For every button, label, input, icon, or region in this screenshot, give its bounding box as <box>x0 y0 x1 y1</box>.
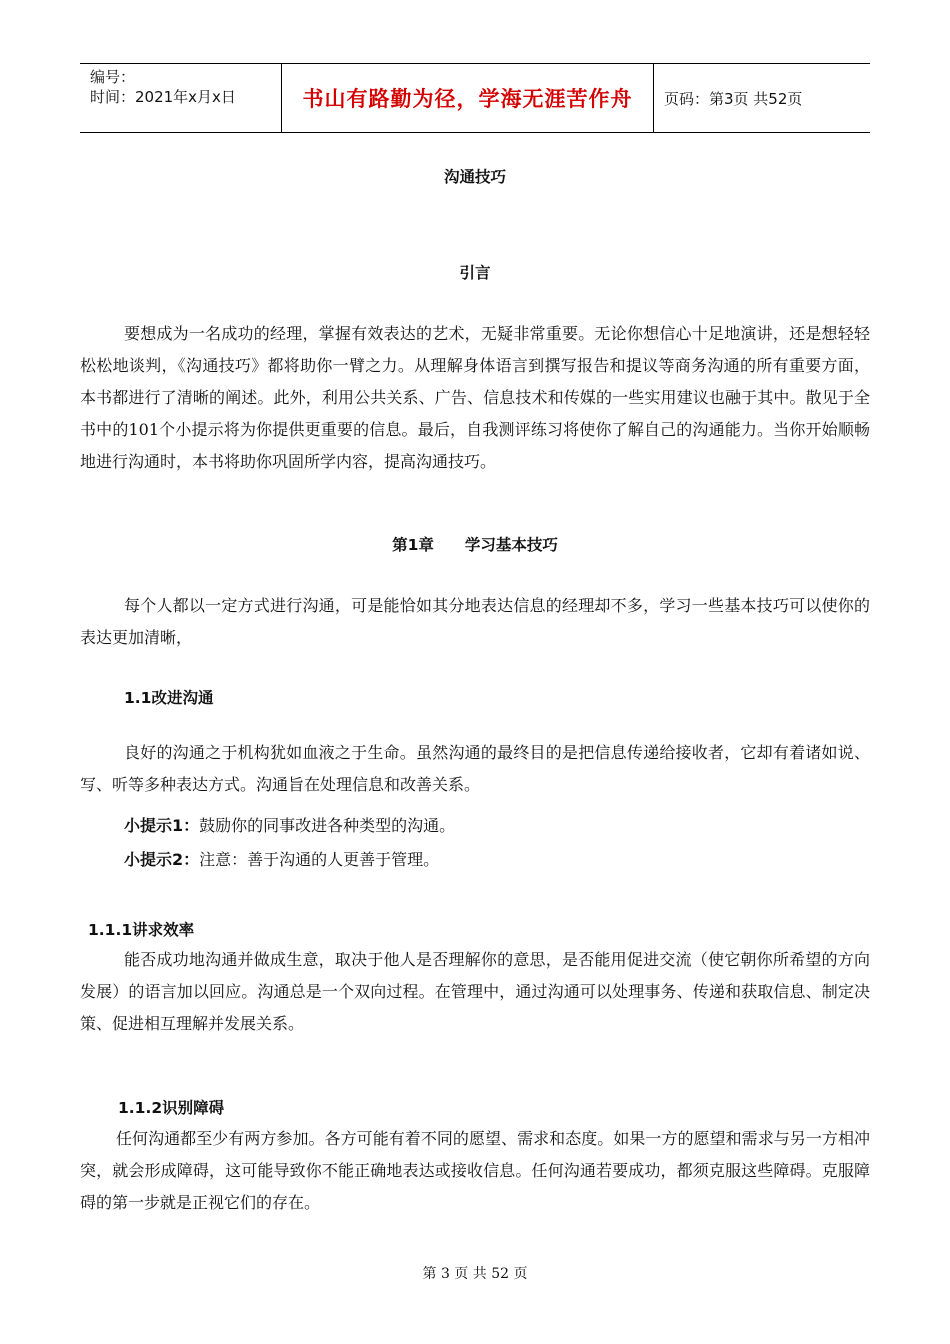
page-header <box>80 63 870 133</box>
time-label: 时间：2021年x月x日 <box>90 88 236 106</box>
intro-paragraph: 要想成为一名成功的经理，掌握有效表达的艺术，无疑非常重要。无论你想信心十足地演讲，还是想轻轻松松地谈判，《沟通技巧》都将助你一臂之力。从理解身体语言到撰写报告和提议等商务沟通的所有重要方面，本书都进行了清晰的阐述。此外，利用公共关系、广告、信息技术和传媒的一些实用建议也融于其中。散见于全书中的101个小提示将为你提供更重要的信息。最后，自我测评练习将使你了解自己的沟通能力。当你开始顺畅地进行沟通时，本书将助你巩固所学内容，提高沟通技巧。 <box>80 324 870 471</box>
intro-heading: 引言 <box>459 264 491 282</box>
tip-2-label: 小提示2： <box>124 850 200 869</box>
chapter-heading: 第1章 学习基本技巧 <box>392 536 558 554</box>
document-title: 沟通技巧 <box>443 168 506 186</box>
motto-text: 书山有路勤为径，学海无涯苦作舟 <box>302 87 633 111</box>
section-1-1-2-paragraph: 任何沟通都至少有两方参加。各方可能有着不同的愿望、需求和态度。如果一方的愿望和需求与另一方相冲突，就会形成障碍，这可能导致你不能正确地表达或接收信息。任何沟通若要成功，都须克服这些障碍。克服障碍的第一步就是正视它们的存在。 <box>80 1129 870 1212</box>
tip-1 <box>124 813 455 836</box>
page-footer: 第 3 页 共 52 页 <box>422 1266 528 1282</box>
section-1-1-1-heading: 1.1.1讲求效率 <box>88 921 195 939</box>
header-meta-cell <box>80 64 282 132</box>
section-1-1-2-heading: 1.1.2识别障碍 <box>118 1099 225 1117</box>
page-info: 页码：第3页 共52页 <box>664 89 803 108</box>
section-1-1-heading: 1.1改进沟通 <box>124 689 214 707</box>
tip-2 <box>124 847 439 870</box>
header-motto-cell <box>282 64 654 132</box>
section-1-1-paragraph: 良好的沟通之于机构犹如血液之于生命。虽然沟通的最终目的是把信息传递给接收者，它却有着诸如说、写、听等多种表达方式。沟通旨在处理信息和改善关系。 <box>80 743 870 794</box>
tip-1-label: 小提示1： <box>124 816 200 835</box>
header-page-cell <box>654 64 870 132</box>
number-label: 编号： <box>90 68 136 86</box>
section-1-1-1-paragraph: 能否成功地沟通并做成生意，取决于他人是否理解你的意思，是否能用促进交流（使它朝你所希望的方向发展）的语言加以回应。沟通总是一个双向过程。在管理中，通过沟通可以处理事务、传递和获取信息、制定决策、促进相互理解并发展关系。 <box>80 950 870 1033</box>
chapter-paragraph: 每个人都以一定方式进行沟通，可是能恰如其分地表达信息的经理却不多，学习一些基本技巧可以使你的表达更加清晰， <box>80 596 870 647</box>
tip-1-text: 鼓励你的同事改进各种类型的沟通。 <box>199 816 456 835</box>
tip-2-text: 注意：善于沟通的人更善于管理。 <box>199 850 440 869</box>
